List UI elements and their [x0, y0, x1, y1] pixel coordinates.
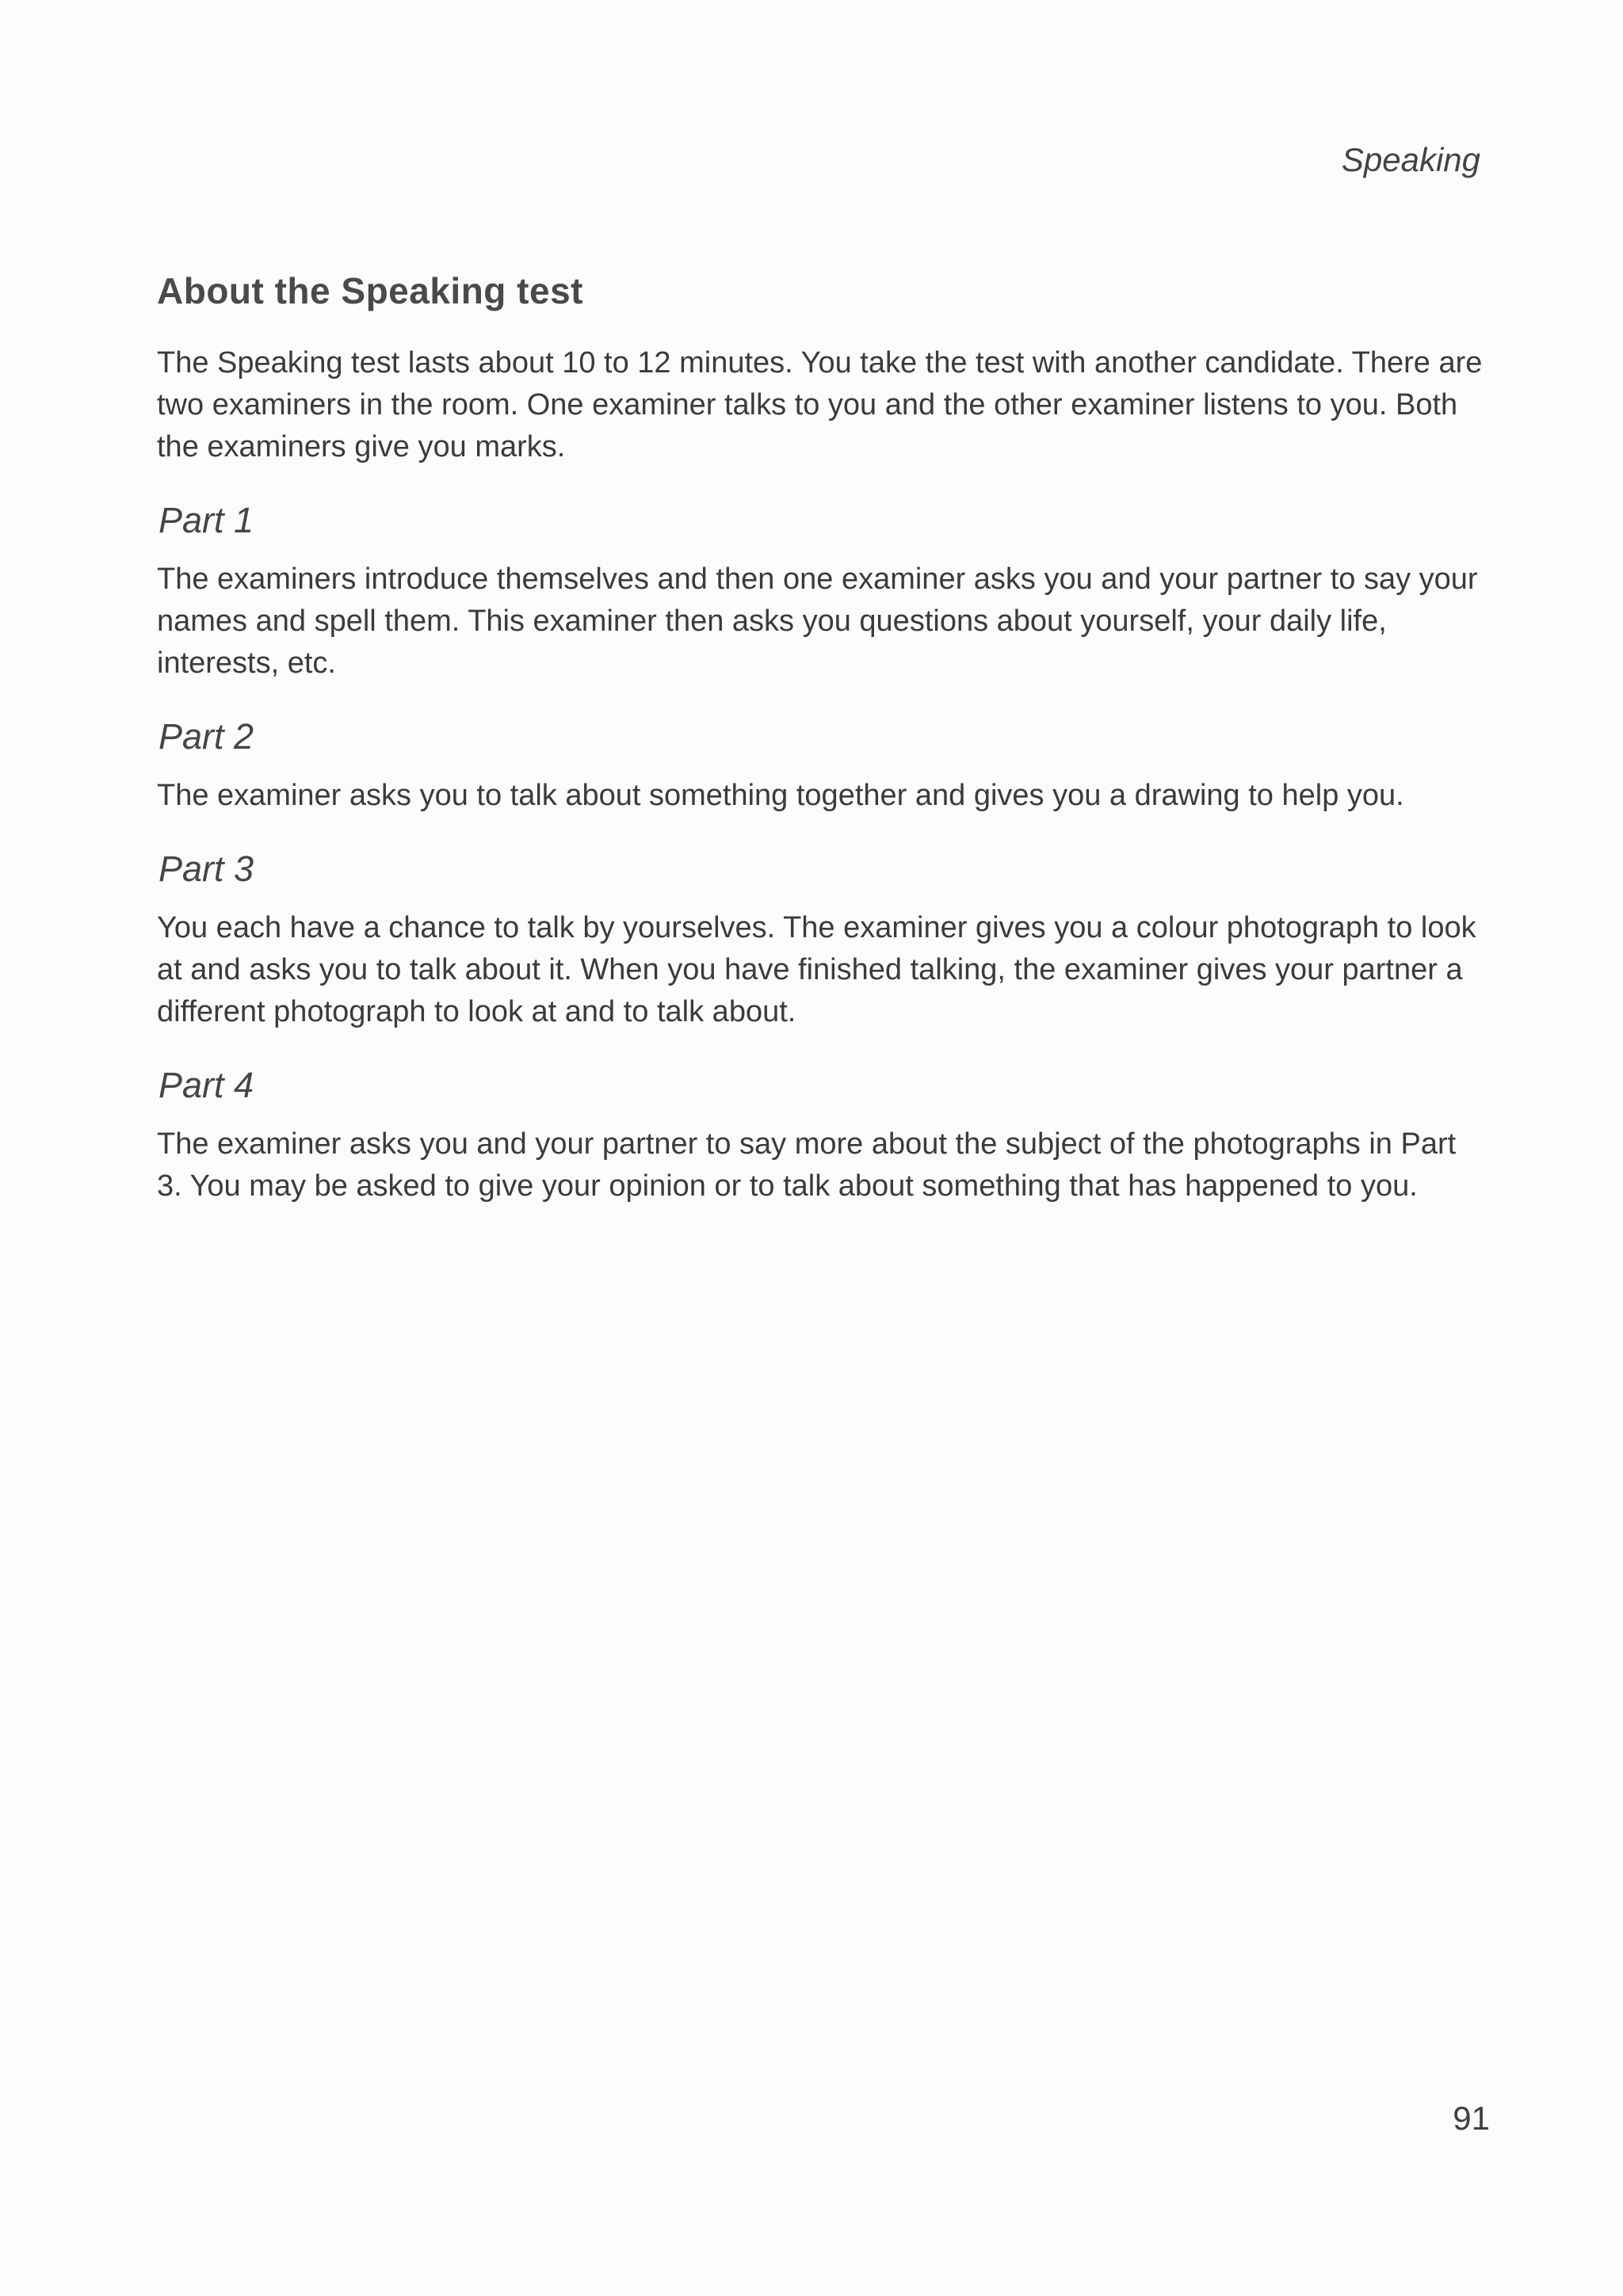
part-section [157, 1065, 1488, 1207]
part-heading: Part 2 [158, 716, 254, 757]
part-section [157, 500, 1488, 685]
running-header: Speaking [1341, 141, 1480, 178]
part-heading: Part 3 [158, 849, 254, 889]
intro-paragraph: The Speaking test lasts about 10 to 12 minutes. You take the test with another candidate. There are two examiners in the room. One examiner talks to you and the other examiner listens to you. Both the examiners give you marks. [157, 346, 1483, 463]
main-content [157, 269, 1488, 1239]
page-number: 91 [1453, 2100, 1490, 2137]
part-paragraph: You each have a chance to talk by yourselves. The examiner gives you a colour photograph to look at and asks you to talk about it. When you have finished talking, the examiner gives your partner a different photograph to look at and to talk about. [157, 911, 1476, 1028]
part-section [157, 716, 1488, 817]
part-paragraph: The examiner asks you to talk about something together and gives you a drawing to help you. [157, 779, 1404, 812]
part-heading: Part 4 [158, 1065, 254, 1105]
part-paragraph: The examiner asks you and your partner to say more about the subject of the photographs in Part 3. You may be asked to give your opinion or to talk about something that has happened to you. [157, 1127, 1457, 1203]
part-heading: Part 1 [158, 500, 254, 540]
part-paragraph: The examiners introduce themselves and then one examiner asks you and your partner to say your names and spell them. This examiner then asks you questions about yourself, your daily life, interests, etc. [157, 563, 1478, 680]
part-section [157, 849, 1488, 1033]
page-title: About the Speaking test [157, 270, 583, 311]
